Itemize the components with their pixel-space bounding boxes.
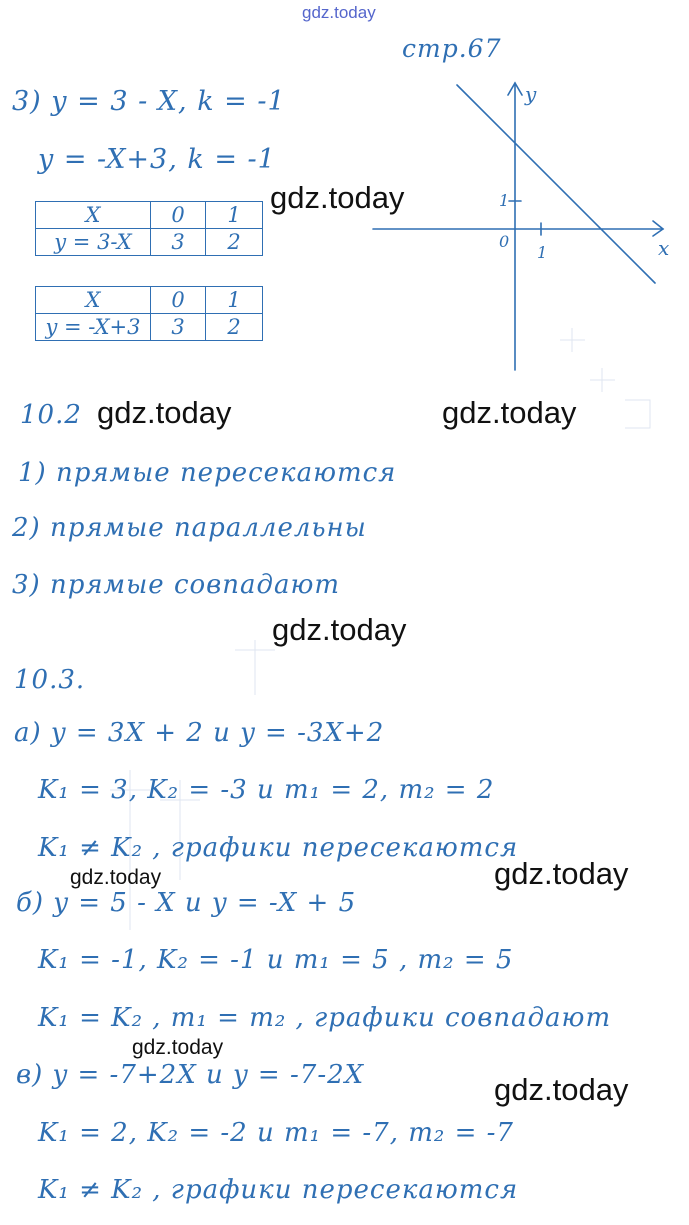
task-10-3-v-line-1: в) y = -7+2X и y = -7-2X bbox=[16, 1060, 365, 1090]
y-axis-label: y bbox=[525, 82, 537, 106]
table-cell: X bbox=[36, 202, 151, 229]
table-cell: 1 bbox=[206, 202, 263, 229]
task-10-3-a-line-1: а) y = 3X + 2 и y = -3X+2 bbox=[14, 718, 385, 748]
watermark: gdz.today bbox=[270, 180, 405, 215]
table-cell: 3 bbox=[151, 314, 206, 341]
table-cell: y = 3-X bbox=[36, 229, 151, 256]
watermark: gdz.today bbox=[132, 1036, 224, 1059]
watermark: gdz.today bbox=[494, 1072, 629, 1107]
x-axis-label: x bbox=[658, 236, 670, 260]
table-cell: 2 bbox=[206, 229, 263, 256]
table-cell: 1 bbox=[206, 287, 263, 314]
page-reference: стр.67 bbox=[402, 34, 502, 63]
task-10-2-item-3: 3) прямые совпадают bbox=[12, 570, 341, 600]
task-3-line-1: 3) y = 3 - X, k = -1 bbox=[12, 86, 286, 117]
table-row bbox=[36, 287, 263, 314]
watermark: gdz.today bbox=[494, 856, 629, 891]
table-cell: y = -X+3 bbox=[36, 314, 151, 341]
tick-x-label: 1 bbox=[537, 243, 548, 262]
table-row bbox=[36, 202, 263, 229]
graph-line bbox=[457, 85, 655, 283]
watermark: gdz.today bbox=[442, 395, 577, 430]
watermark: gdz.today bbox=[272, 612, 407, 647]
watermark-top: gdz.today bbox=[302, 3, 376, 22]
task-10-3-number: 10.3. bbox=[14, 665, 86, 695]
table-row bbox=[36, 229, 263, 256]
task-10-3-a-line-3: K₁ ≠ K₂ , графики пересекаются bbox=[38, 833, 519, 863]
table-cell: 0 bbox=[151, 287, 206, 314]
watermark: gdz.today bbox=[70, 866, 162, 889]
table-row bbox=[36, 314, 263, 341]
value-table-1 bbox=[35, 201, 263, 256]
task-10-3-b-line-3: K₁ = K₂ , m₁ = m₂ , графики совпадают bbox=[38, 1003, 612, 1033]
table-cell: 3 bbox=[151, 229, 206, 256]
task-10-2-number: 10.2 bbox=[20, 400, 82, 430]
value-table-2 bbox=[35, 286, 263, 341]
table-cell: 0 bbox=[151, 202, 206, 229]
task-10-3-b-line-1: б) y = 5 - X и y = -X + 5 bbox=[16, 888, 357, 918]
task-10-2-item-1: 1) прямые пересекаются bbox=[18, 458, 397, 488]
task-10-3-b-line-2: K₁ = -1, K₂ = -1 и m₁ = 5 , m₂ = 5 bbox=[38, 945, 514, 975]
task-3-line-2: y = -X+3, k = -1 bbox=[38, 144, 276, 175]
watermark: gdz.today bbox=[97, 395, 232, 430]
task-10-3-a-line-2: K₁ = 3, K₂ = -3 и m₁ = 2, m₂ = 2 bbox=[38, 775, 495, 805]
origin-label: 0 bbox=[499, 232, 510, 251]
task-10-2-item-2: 2) прямые параллельны bbox=[12, 513, 367, 543]
task-10-3-v-line-3: K₁ ≠ K₂ , графики пересекаются bbox=[38, 1175, 519, 1205]
function-graph bbox=[365, 75, 675, 375]
table-cell: 2 bbox=[206, 314, 263, 341]
task-10-3-v-line-2: K₁ = 2, K₂ = -2 и m₁ = -7, m₂ = -7 bbox=[38, 1118, 514, 1148]
table-cell: X bbox=[36, 287, 151, 314]
tick-y-label: 1 bbox=[499, 191, 510, 210]
